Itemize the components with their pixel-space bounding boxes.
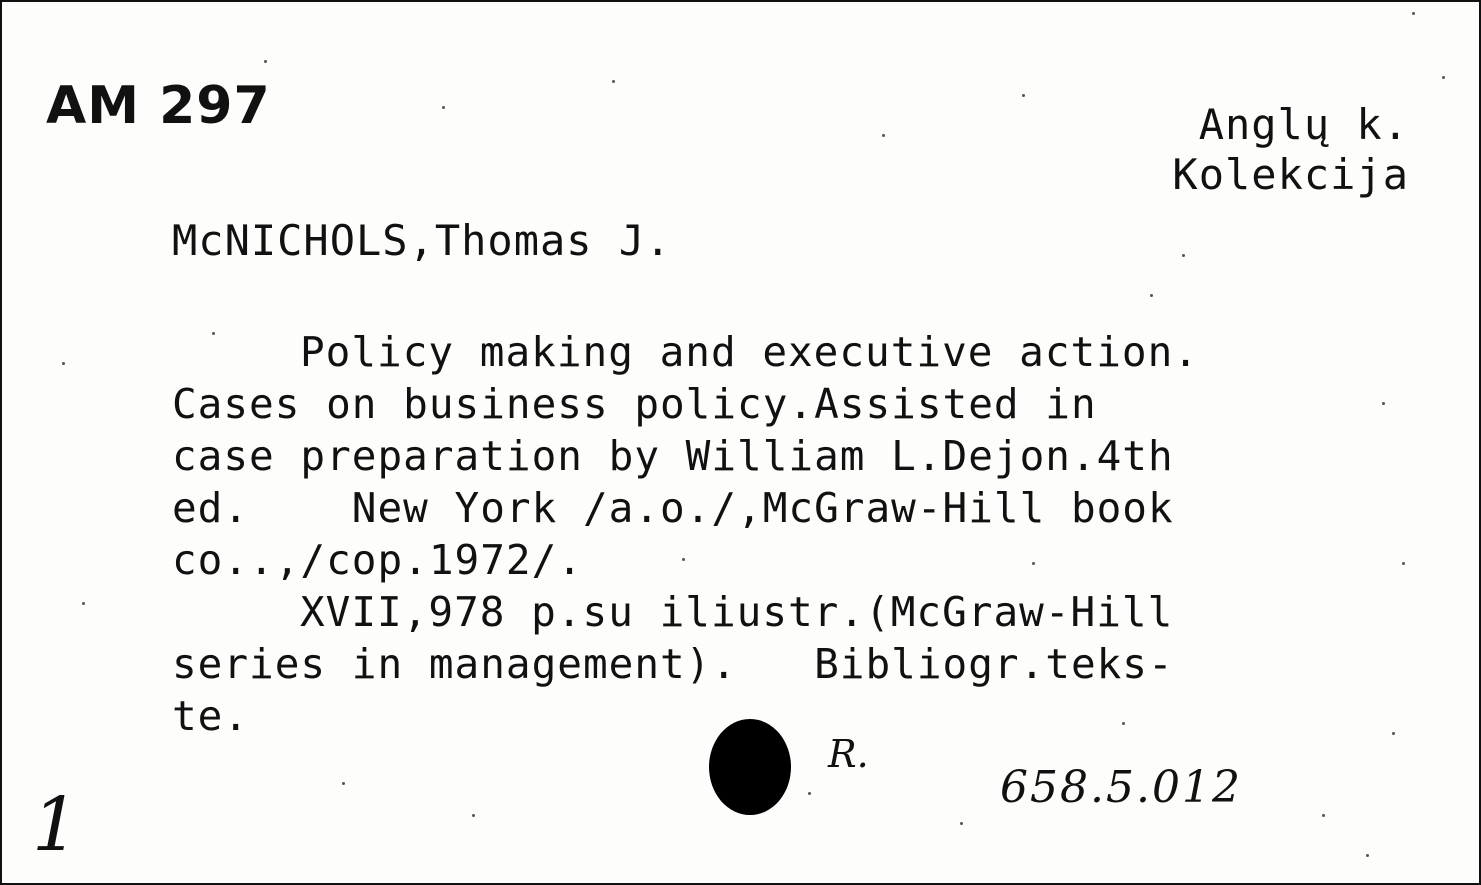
punch-hole: [709, 719, 791, 815]
description-line-collation: XVII,978 p.su iliustr.(McGraw-Hill: [300, 588, 1174, 636]
handwritten-mark: R.: [828, 732, 869, 776]
speck: [882, 134, 885, 137]
speck: [1366, 854, 1369, 857]
description-line: series in management). Bibliogr.teks-: [172, 640, 1174, 688]
handwritten-classification: 658.5.012: [1000, 762, 1242, 813]
speck: [808, 792, 811, 795]
speck: [1032, 562, 1035, 565]
speck: [1442, 76, 1445, 79]
call-number: AM 297: [46, 76, 271, 136]
description-line: te.: [172, 692, 250, 740]
speck: [1150, 294, 1153, 297]
author-heading: McNICHOLS,Thomas J.: [172, 216, 672, 265]
speck: [1402, 562, 1405, 565]
speck: [1382, 402, 1385, 405]
speck: [82, 602, 85, 605]
description-line: case preparation by William L.Dejon.4th: [172, 432, 1174, 480]
collection-name: Kolekcija: [1172, 150, 1409, 199]
speck: [1022, 94, 1025, 97]
description-line-title: Policy making and executive action.: [300, 328, 1199, 376]
description-line: ed. New York /a.o./,McGraw-Hill book: [172, 484, 1174, 532]
speck: [1182, 254, 1185, 257]
speck: [1122, 722, 1125, 725]
speck: [472, 814, 475, 817]
bibliographic-description: [172, 326, 1382, 742]
speck: [342, 782, 345, 785]
description-line: co..,/cop.1972/.: [172, 536, 583, 584]
speck: [682, 558, 685, 561]
speck: [960, 822, 963, 825]
speck: [212, 332, 215, 335]
collection-label: [1172, 100, 1409, 200]
speck: [442, 106, 445, 109]
speck: [62, 362, 65, 365]
collection-language: Anglų k.: [1198, 100, 1409, 149]
speck: [1392, 732, 1395, 735]
speck: [1322, 814, 1325, 817]
description-line: Cases on business policy.Assisted in: [172, 380, 1097, 428]
handwritten-copy-number: 1: [32, 782, 80, 868]
speck: [1412, 12, 1415, 15]
speck: [264, 60, 267, 63]
speck: [612, 80, 615, 83]
